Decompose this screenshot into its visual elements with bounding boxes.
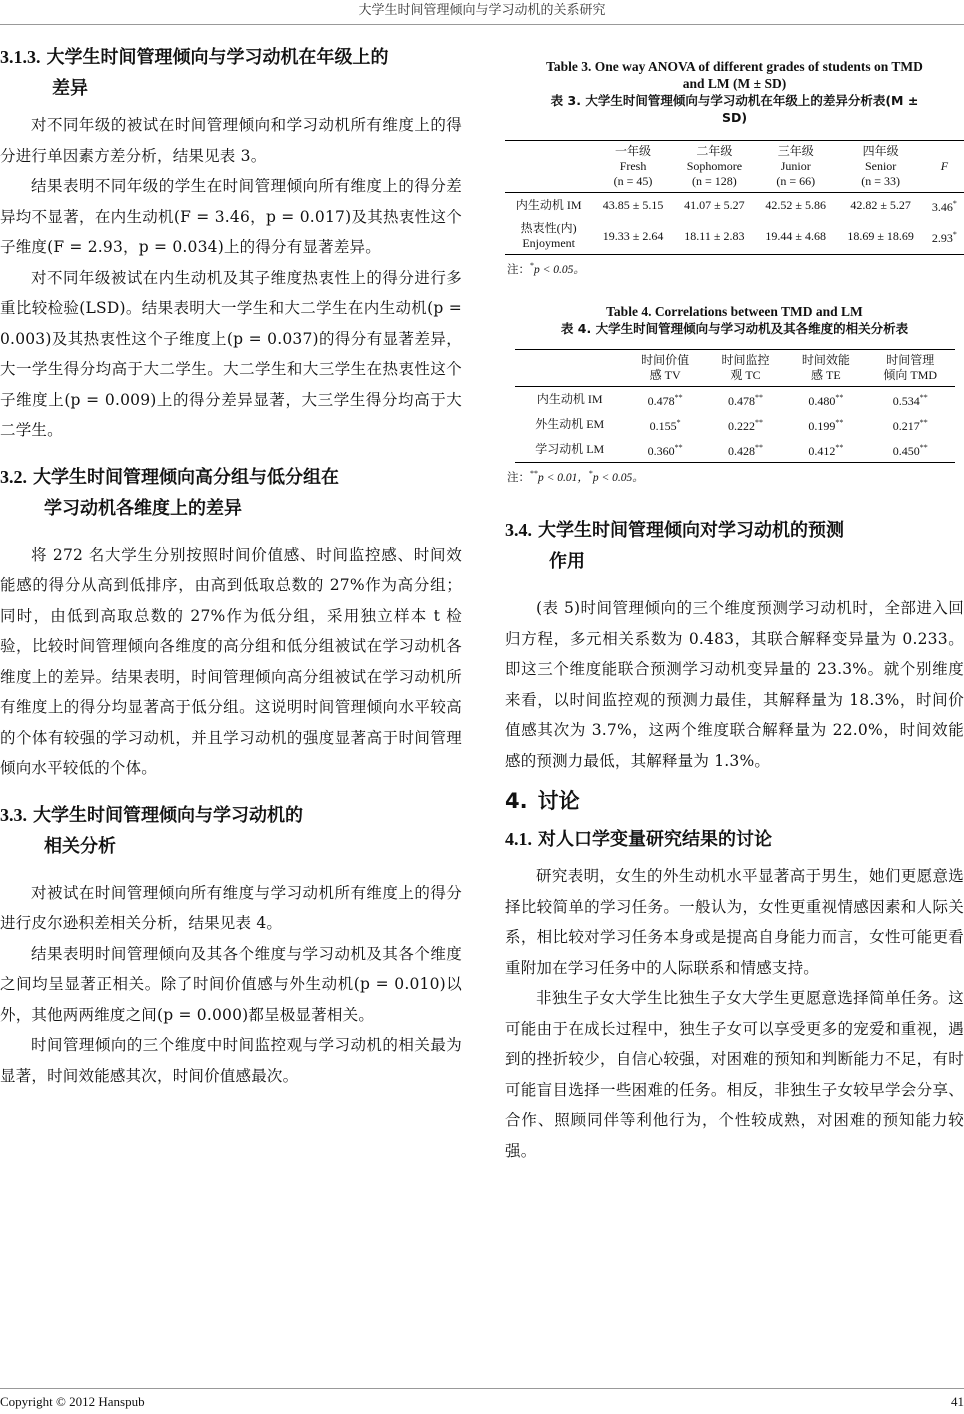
footer-copyright: Copyright © 2012 Hanspub (0, 1394, 145, 1409)
table-cell: 0.478** (647, 393, 683, 408)
paragraph: 结果表明时间管理倾向及其各个维度与学习动机及其各个维度之间均呈显著正相关。除了时间价值感与外生动机(p = 0.010)以外，其他两两维度之间(p = 0.000)都呈极显著相关。 (0, 944, 462, 1024)
paragraph: 将 272 名大学生分别按照时间价值感、时间监控感、时间效能感的得分从高到低排序，由高到低取总数的 27%作为高分组；同时，由低到高取总数的 27%作为低分组，采用独立样本 t 检验，比较时间管理倾向各维度的高分组和低分组被试在学习动机各维度上的差异。结果表明，时间管理倾向高分组被试在学习动机所有维度上的得分均显著高于低分组。这说明时间管理倾向水平较高的个体有较强的学习动机，并且学习动机的强度显著高于时间管理倾向水平较低的个体。 (0, 545, 462, 777)
table-row (515, 387, 955, 413)
page-number: 41 (951, 1394, 964, 1409)
table4-header-tmd: 时间管理 倾向 TMD (866, 350, 955, 387)
table-cell: 19.33 ± 2.64 (592, 218, 673, 255)
section-4-heading: 4. 讨论 (505, 789, 580, 813)
section-title-line2: 作用 (549, 551, 585, 572)
section-title-line1: 大学生时间管理倾向与学习动机的 (33, 804, 303, 826)
table4-note: 注：**p < 0.01，*p < 0.05。 (507, 469, 644, 484)
paragraph: 非独生子女大学生比独生子女大学生更愿意选择简单任务。这可能由于在成长过程中，独生子女可以享受更多的宠爱和重视，遇到的挫折较少，自信心较强，对困难的预知和判断能力不足，有时可能盲目选择一些困难的任务。相反，非独生子女较早学会分享、合作、照顾同伴等利他行为，个性较成熟，对困难的预知能力较强。 (505, 989, 964, 1160)
table3-caption-en-line1: Table 3. One way ANOVA of different grades of students on TMD (546, 59, 923, 74)
table-row (515, 412, 955, 437)
table3-header-sophomore: 二年级 Sophomore (n = 128) (674, 141, 755, 193)
section-title-line2: 差异 (52, 78, 88, 99)
section-3-4-heading (505, 515, 964, 577)
paragraph: 结果表明不同年级的学生在时间管理倾向所有维度上的得分差异均不显著，在内生动机(F = 3.46，p = 0.017)及其热衷性这个子维度(F = 2.93，p = 0.034)上的得分有显著差异。 (0, 177, 462, 256)
section-title-line2: 相关分析 (44, 835, 116, 857)
header-rule (0, 24, 964, 25)
table3-header-f: F (925, 141, 964, 193)
table-cell: 0.478** (727, 393, 763, 408)
left-column (0, 42, 462, 1091)
table-cell: 0.222** (727, 418, 763, 433)
table3-row-label: 内生动机 IM (515, 198, 582, 212)
table-cell: 41.07 ± 5.27 (684, 198, 745, 212)
table-cell: 0.217** (892, 418, 928, 433)
table3-note: 注：*p < 0.05。 (507, 261, 585, 276)
paragraph: 对不同年级被试在内生动机及其子维度热衷性上的得分进行多重比较检验(LSD)。结果表明大一学生和大二学生在内生动机(p = 0.003)及其热衷性这个子维度上(p = 0.037)的得分有显著差异，大一学生得分均高于大二学生。大二学生和大三学生在热衷性这个子维度上(p = 0.009)上的得分差异显著，大三学生得分均高于大二学生。 (0, 268, 462, 439)
table4-caption-zh: 表 4. 大学生时间管理倾向与学习动机及其各维度的相关分析表 (560, 321, 909, 336)
table4-row-label: 内生动机 IM (536, 392, 603, 406)
table-cell: 18.69 ± 18.69 (836, 218, 924, 255)
table3-caption-zh-line2: SD) (721, 110, 748, 125)
paragraph: 对不同年级的被试在时间管理倾向和学习动机所有维度上的得分进行单因素方差分析，结果见表 3。 (0, 116, 462, 165)
table3 (505, 140, 964, 255)
table3-row-label: 热衷性(内) Enjoyment (505, 218, 592, 255)
section-number: 3.2. (0, 466, 27, 487)
table-cell: 0.480** (808, 393, 844, 408)
table-cell: 0.360** (625, 437, 705, 463)
table-cell: 0.199** (808, 418, 844, 433)
paragraph: 时间管理倾向的三个维度中时间监控观与学习动机的相关最为显著，时间效能感其次，时间价值感最次。 (0, 1036, 462, 1085)
table4-row-label: 外生动机 EM (535, 417, 605, 431)
table-row (515, 437, 955, 463)
table-row (505, 193, 964, 219)
table-cell: 19.44 ± 4.68 (755, 218, 836, 255)
section-3-3-heading (0, 800, 462, 862)
section-3-2-heading (0, 462, 462, 524)
table-cell: 42.52 ± 5.86 (765, 198, 827, 212)
section-title-line1: 大学生时间管理倾向对学习动机的预测 (538, 520, 844, 541)
section-4-1-heading: 4.1. 对人口学变量研究结果的讨论 (505, 829, 772, 850)
table-cell-f: 3.46* (931, 199, 957, 214)
paragraph: 研究表明，女生的外生动机水平显著高于男生，她们更愿意选择比较简单的学习任务。一般认为，女性更重视情感因素和人际关系，相比较对学习任务本身或是提高自身能力而言，女性可能更看重附加在学习任务中的人际联系和情感支持。 (505, 867, 964, 977)
right-column (505, 58, 964, 1166)
table-cell: 0.155* (649, 418, 681, 433)
section-number: 3.4. (505, 520, 532, 540)
table-cell: 18.11 ± 2.83 (674, 218, 755, 255)
section-number: 3.1.3. (0, 47, 41, 67)
table-cell: 0.412** (786, 437, 866, 463)
table3-corner (505, 141, 592, 193)
table4-header-tv: 时间价值 感 TV (625, 350, 705, 387)
table4-corner (515, 350, 625, 387)
table4 (515, 349, 955, 463)
paragraph: 对被试在时间管理倾向所有维度与学习动机所有维度上的得分进行皮尔逊积差相关分析，结果见表 4。 (0, 883, 462, 932)
table-row (505, 218, 964, 255)
section-title-line1: 大学生时间管理倾向高分组与低分组在 (33, 466, 339, 488)
table4-caption-en: Table 4. Correlations between TMD and LM (606, 304, 863, 319)
footer-rule (0, 1388, 964, 1389)
table-cell-f: 2.93* (925, 218, 964, 255)
table-cell: 43.85 ± 5.15 (602, 198, 664, 212)
table3-caption-zh-line1: 表 3. 大学生时间管理倾向与学习动机在年级上的差异分析表(M ± (550, 93, 919, 108)
table-cell: 0.428** (705, 437, 785, 463)
paragraph: (表 5)时间管理倾向的三个维度预测学习动机时，全部进入回归方程，多元相关系数为 0.483，其联合解释变异量为 0.233。即这三个维度能联合预测学习动机变异量的 23.3%。就个别维度来看，以时间监控观的预测力最佳，其解释量为 18.3%，时间价值感其次为 3.7%，这两个维度联合解释量为 22.0%，时间效能感的预测力最低，其解释量为 1.3%。 (505, 599, 964, 770)
table4-row-label: 学习动机 LM (515, 437, 625, 463)
table-cell: 42.82 ± 5.27 (850, 198, 911, 212)
section-title-line2: 学习动机各维度上的差异 (44, 497, 242, 519)
table4-header-tc: 时间监控 观 TC (705, 350, 785, 387)
running-header: 大学生时间管理倾向与学习动机的关系研究 (358, 3, 606, 18)
table-cell: 0.450** (866, 437, 955, 463)
table-cell: 0.534** (892, 393, 928, 408)
section-title-line1: 大学生时间管理倾向与学习动机在年级上的 (46, 47, 389, 68)
table3-header-fresh: 一年级 Fresh (n = 45) (592, 141, 673, 193)
table3-header-junior: 三年级 Junior (n = 66) (755, 141, 836, 193)
table3-header-senior: 四年级 Senior (n = 33) (836, 141, 924, 193)
section-3-1-3-heading (0, 42, 462, 104)
table4-header-te: 时间效能 感 TE (786, 350, 866, 387)
section-number: 3.3. (0, 804, 27, 825)
table3-caption-en-line2: and LM (M ± SD) (682, 76, 787, 91)
